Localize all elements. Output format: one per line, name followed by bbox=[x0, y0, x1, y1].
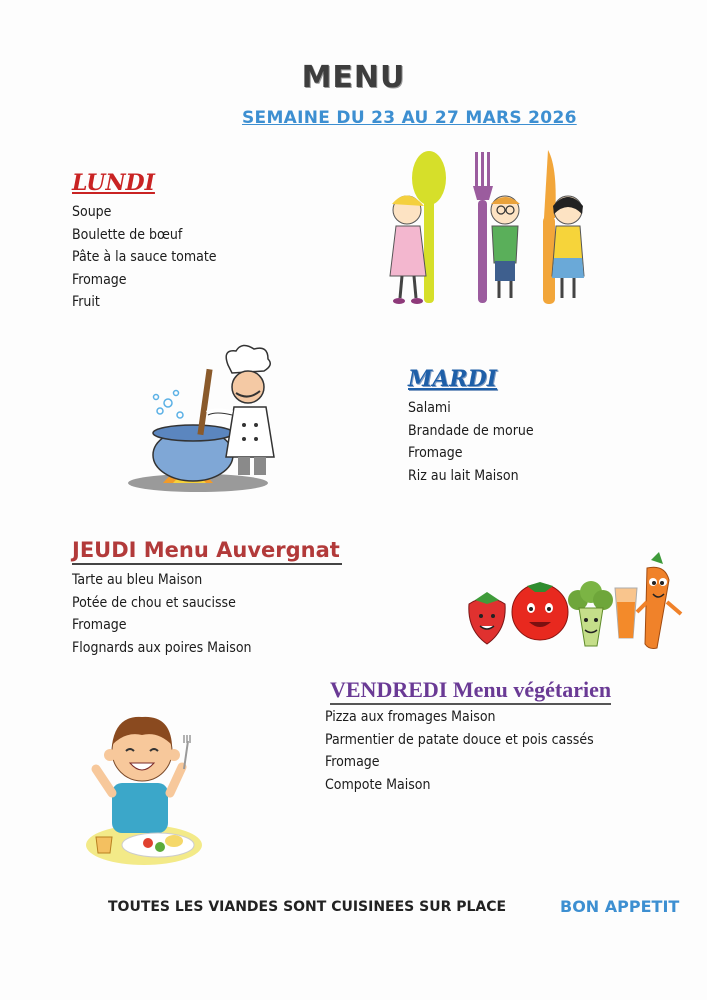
week-dates: SEMAINE DU 23 AU 27 MARS 2026 bbox=[242, 108, 577, 128]
child-eating-illustration bbox=[82, 705, 212, 867]
menu-list-vendredi bbox=[325, 706, 594, 796]
list-item: Fruit bbox=[72, 294, 100, 310]
list-item: Parmentier de patate douce et pois cassés bbox=[325, 731, 594, 748]
list-item: Flognards aux poires Maison bbox=[72, 639, 252, 656]
day-heading-mardi: MARDI bbox=[408, 366, 498, 392]
list-item: Pizza aux fromages Maison bbox=[325, 709, 496, 725]
list-item: Pâte à la sauce tomate bbox=[72, 249, 217, 265]
list-item: Potée de chou et saucisse bbox=[72, 594, 236, 611]
list-item: Boulette de bœuf bbox=[72, 226, 183, 243]
menu-list-lundi bbox=[72, 201, 217, 314]
day-heading-lundi: LUNDI bbox=[72, 170, 155, 196]
footer-note: TOUTES LES VIANDES SONT CUISINEES SUR PLACE bbox=[108, 899, 507, 915]
footer-greeting: BON APPETIT bbox=[560, 897, 680, 916]
list-item: Riz au lait Maison bbox=[408, 467, 519, 484]
list-item: Fromage bbox=[408, 445, 463, 461]
list-item: Fromage bbox=[72, 617, 127, 633]
list-item: Fromage bbox=[325, 754, 380, 770]
list-item: Tarte au bleu Maison bbox=[72, 572, 203, 588]
menu-list-jeudi bbox=[72, 569, 252, 659]
list-item: Salami bbox=[408, 400, 451, 416]
list-item: Compote Maison bbox=[325, 776, 431, 793]
cutlery-kids-illustration bbox=[372, 148, 592, 310]
day-heading-jeudi: JEUDI Menu Auvergnat bbox=[72, 537, 342, 565]
list-item: Brandade de morue bbox=[408, 422, 534, 439]
chef-cooking-illustration bbox=[128, 345, 283, 495]
menu-list-mardi bbox=[408, 397, 534, 487]
page-title: MENU bbox=[301, 60, 406, 95]
list-item: Fromage bbox=[72, 271, 127, 288]
vegetables-illustration bbox=[465, 552, 687, 652]
list-item: Soupe bbox=[72, 204, 112, 220]
day-heading-vendredi: VENDREDI Menu végétarien bbox=[330, 677, 611, 705]
